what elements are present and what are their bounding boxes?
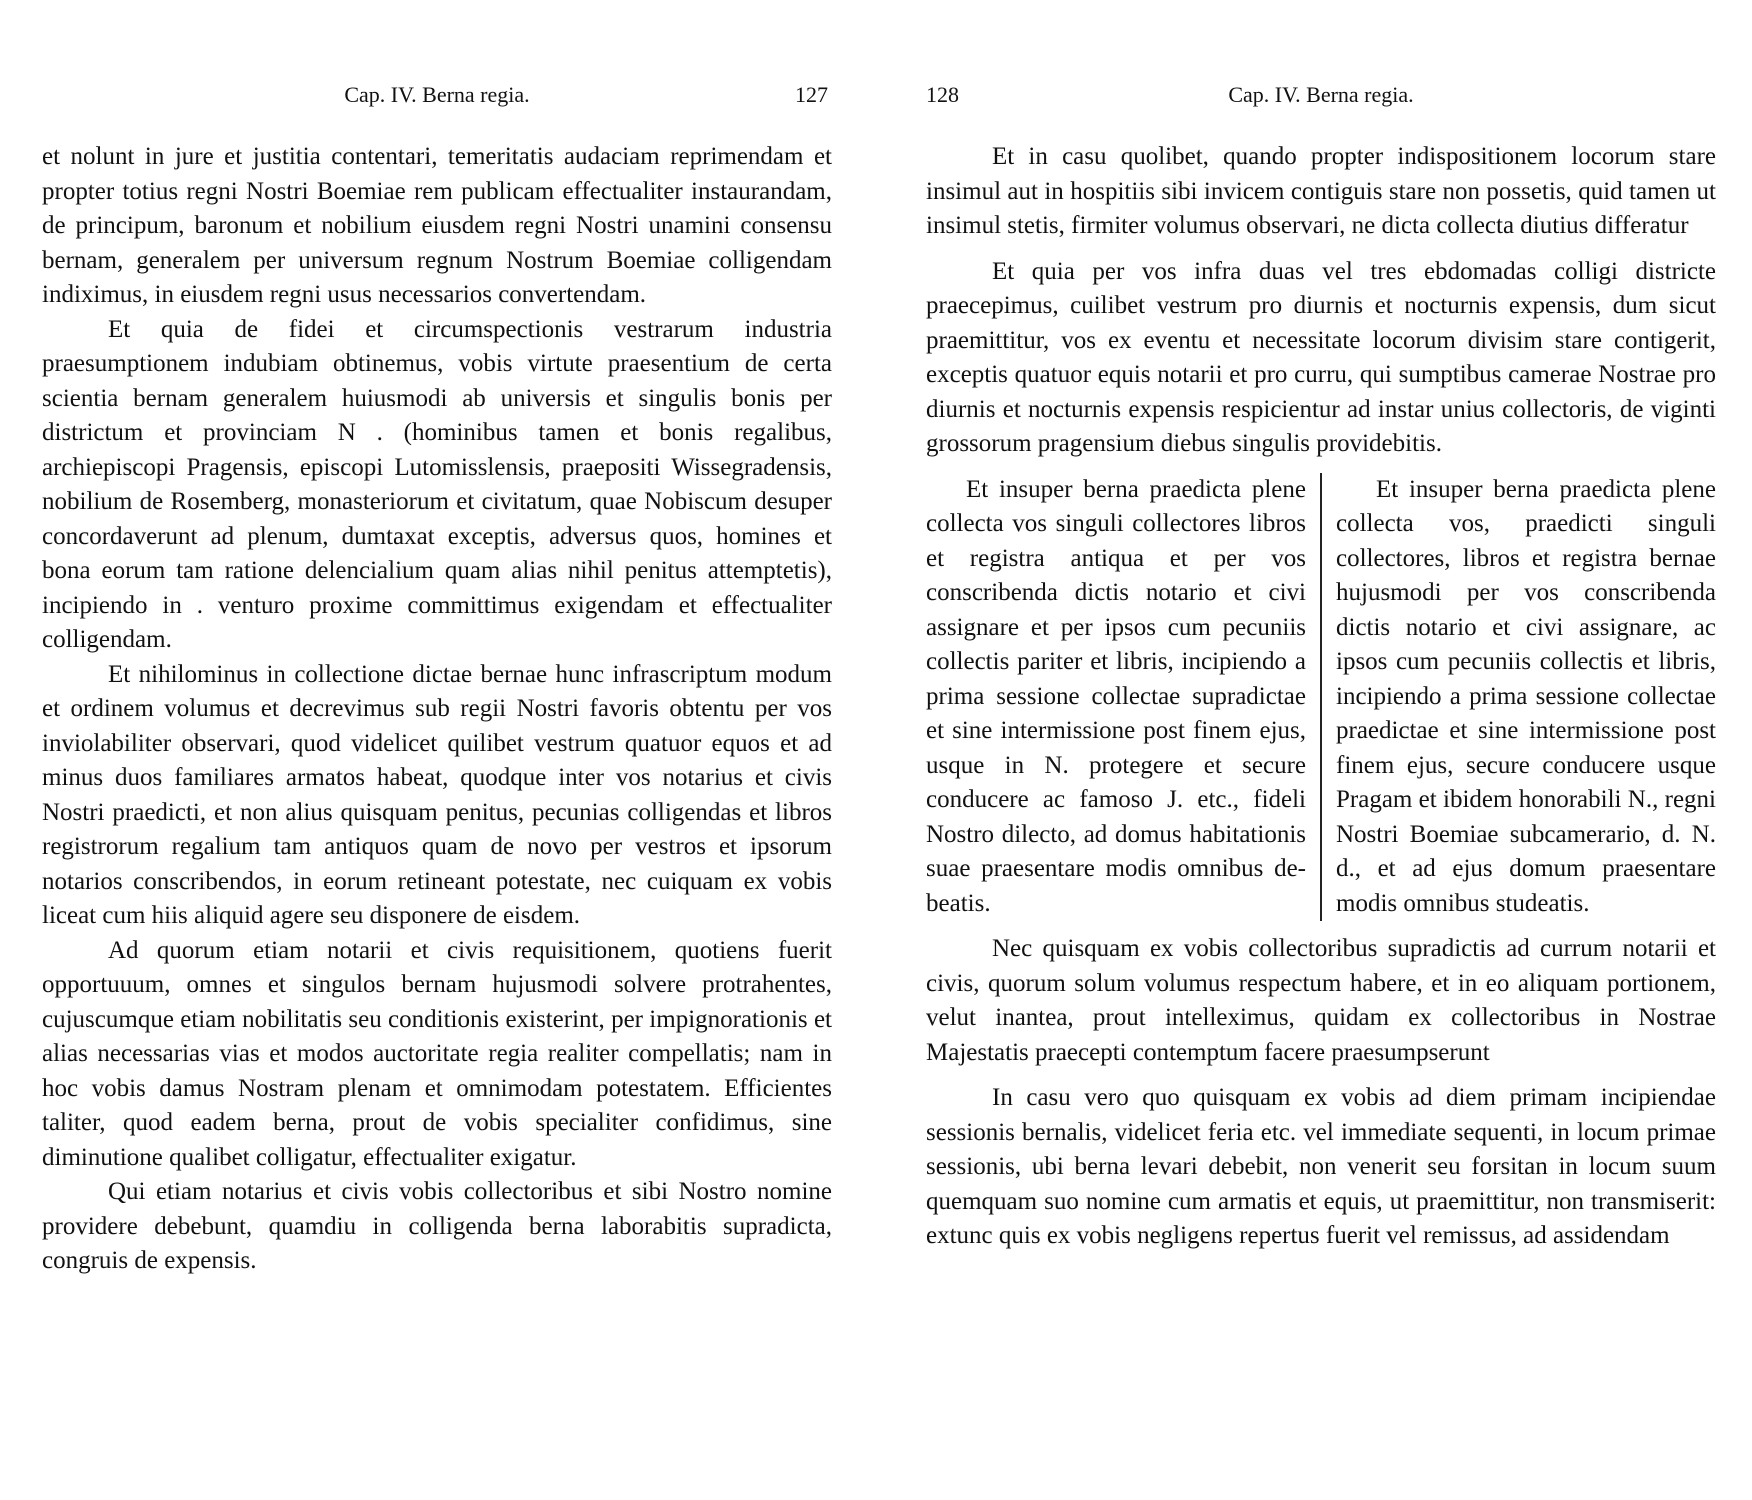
running-title: Cap. IV. Berna regia. <box>1228 82 1414 107</box>
paragraph: Nec quisquam ex vobis collectoribus supradictis ad currum notarii et civis, quorum solum volumus respectum habere, et in eo aliquam portionem, velut inantea, prout intelleximus, quidam ex collectoribus in Nostrae Majestatis praecepti contemptum facere praesumpserunt <box>926 935 1716 1066</box>
paragraph: Et insuper berna praedicta plene collecta vos singuli collectores libros et registra antiqua et per vos conscribenda dictis notario et civi assignare et per ipsos cum pecuniis collectis pariter et libris, incipiendo a prima sessione collectae supradictae et sine intermissione post finem ejus, usque in N. protegere et secure conducere ac famoso J. etc., fideli Nostro dilecto, ad domus habitationis suae praesentare modis omnibus debeatis. <box>926 475 1306 917</box>
paragraph: Et in casu quolibet, quando propter indispositionem locorum stare insimul aut in hospitiis sibi invicem contiguis stare non possetis, quid tamen ut insimul stetis, firmiter volumus observari, ne dicta collecta diutius differatur <box>926 143 1716 239</box>
paragraph: Et nihilominus in collectione dictae bernae hunc infrascriptum modum et ordinem volumus et decrevimus sub regii Nostri favoris obtentu per vos inviolabiliter observari, quod videlicet quilibet vestrum quatuor equos et ad minus duos familiares armatos habeat, quodque inter vos notarius et civis Nostri praedicti, et non alius quisquam penitus, pecunias colligendas et libros registrorum regalium tam antiquos quam de novo per vestros et ipsorum notarios conscribendos, in eorum retineant potestate, nec cuiquam ex vobis liceat cum hiis aliquid agere seu disponere de eisdem. <box>42 660 832 929</box>
running-title: Cap. IV. Berna regia. <box>344 82 530 107</box>
paragraph: Qui etiam notarius et civis vobis collectoribus et sibi Nostro nomine providere debebunt, quamdiu in colligenda berna laborabitis supradicta, congruis de expensis. <box>42 1178 832 1274</box>
page-body <box>926 140 1716 1254</box>
page-number: 127 <box>795 82 828 107</box>
paragraph: Ad quorum etiam notarii et civis requisitionem, quotiens fuerit opportuuum, omnes et singulos bernam hujusmodi solvere protrahentes, cujuscumque etiam nobilitatis seu conditionis existerint, per impignorationis et alias necessarias vias et modos auctoritate regia realiter compellatis; nam in hoc vobis damus Nostram plenam et omnimodam potestatem. Efficientes taliter, quod eadem berna, prout de vobis specialiter confidimus, sine diminutione qualibet colligatur, effectualiter exigatur. <box>42 936 832 1171</box>
paragraph: In casu vero quo quisquam ex vobis ad diem primam incipiendae sessionis bernalis, videlicet feria etc. vel immediate sequenti, in locum primae sessionis, ubi berna levari debebit, non venerit seu forsitan in locum suum quemquam suo nomine cum armatis et equis, ut praemittitur, non transmiserit: extunc quis ex vobis negligens repertus fuerit vel remissus, ad assidendam <box>926 1084 1716 1249</box>
paragraph: Et insuper berna praedicta plene collecta vos, praedicti singuli collectores, libros et registra bernae hujusmodi per vos conscribenda dictis notario et civi assignare, ac ipsos cum pecuniis collectis et libris, incipiendo a prima sessione collectae praedictae et sine intermissione post finem ejus, secure conducere usque Pragam et ibidem honorabili N., regni Nostri Boemiae subcamerario, d. N. d., et ad ejus domum praesentare modis omnibus studeatis. <box>1336 475 1716 917</box>
paragraph: et nolunt in jure et justitia contentari, temeritatis audaciam reprimendam et propter totius regni Nostri Boemiae rem publicam effectualiter instaurandam, de principum, baronum et nobilium eiusdem regni Nostri unamini consensu bernam, generalem per universum regnum Nostrum Boemiae colligendam indiximus, in eiusdem regni usus necessarios convertendam. <box>42 143 832 308</box>
paragraph: Et quia de fidei et circumspectionis vestrarum industria praesumptionem indubiam obtinemus, vobis virtute praesentium de certa scientia bernam generalem huiusmodi ab universis et singulis bonis per districtum et provinciam N . (hominibus tamen et bonis regalibus, archiepiscopi Pragensis, episcopi Lutomisslensis, praepositi Wissegradensis, nobilium de Rosemberg, monasteriorum et civitatum, quae Nobiscum desuper concordaverunt ad plenum, dumtaxat exceptis, adversus quos, homines et bona eorum tam ratione delencialium quam alias nihil penitus attemptetis), incipiendo in . venturo proxime committimus exigendam et effectualiter colligendam. <box>42 315 832 653</box>
left-page <box>42 0 832 1500</box>
parallel-column-left <box>926 473 1322 922</box>
page-number: 128 <box>926 82 959 107</box>
paragraph: Et quia per vos infra duas vel tres ebdomadas colligi districte praecepimus, cuilibet vestrum pro diurnis et nocturnis expensis, dum sicut praemittitur, vos ex eventu et necessitate locorum divisim stare contigerit, exceptis quatuor equis notarii et pro curru, qui sumptibus camerae Nostrae pro diurnis et nocturnis expensis respicientur ad instar unius collectoris, de viginti grossorum pragensium diebus singulis providebitis. <box>926 257 1716 457</box>
running-header <box>42 80 832 110</box>
parallel-text-columns <box>926 473 1716 922</box>
right-page <box>926 0 1716 1500</box>
parallel-column-right <box>1322 473 1716 922</box>
running-header <box>926 80 1716 110</box>
page-body <box>42 140 832 1279</box>
